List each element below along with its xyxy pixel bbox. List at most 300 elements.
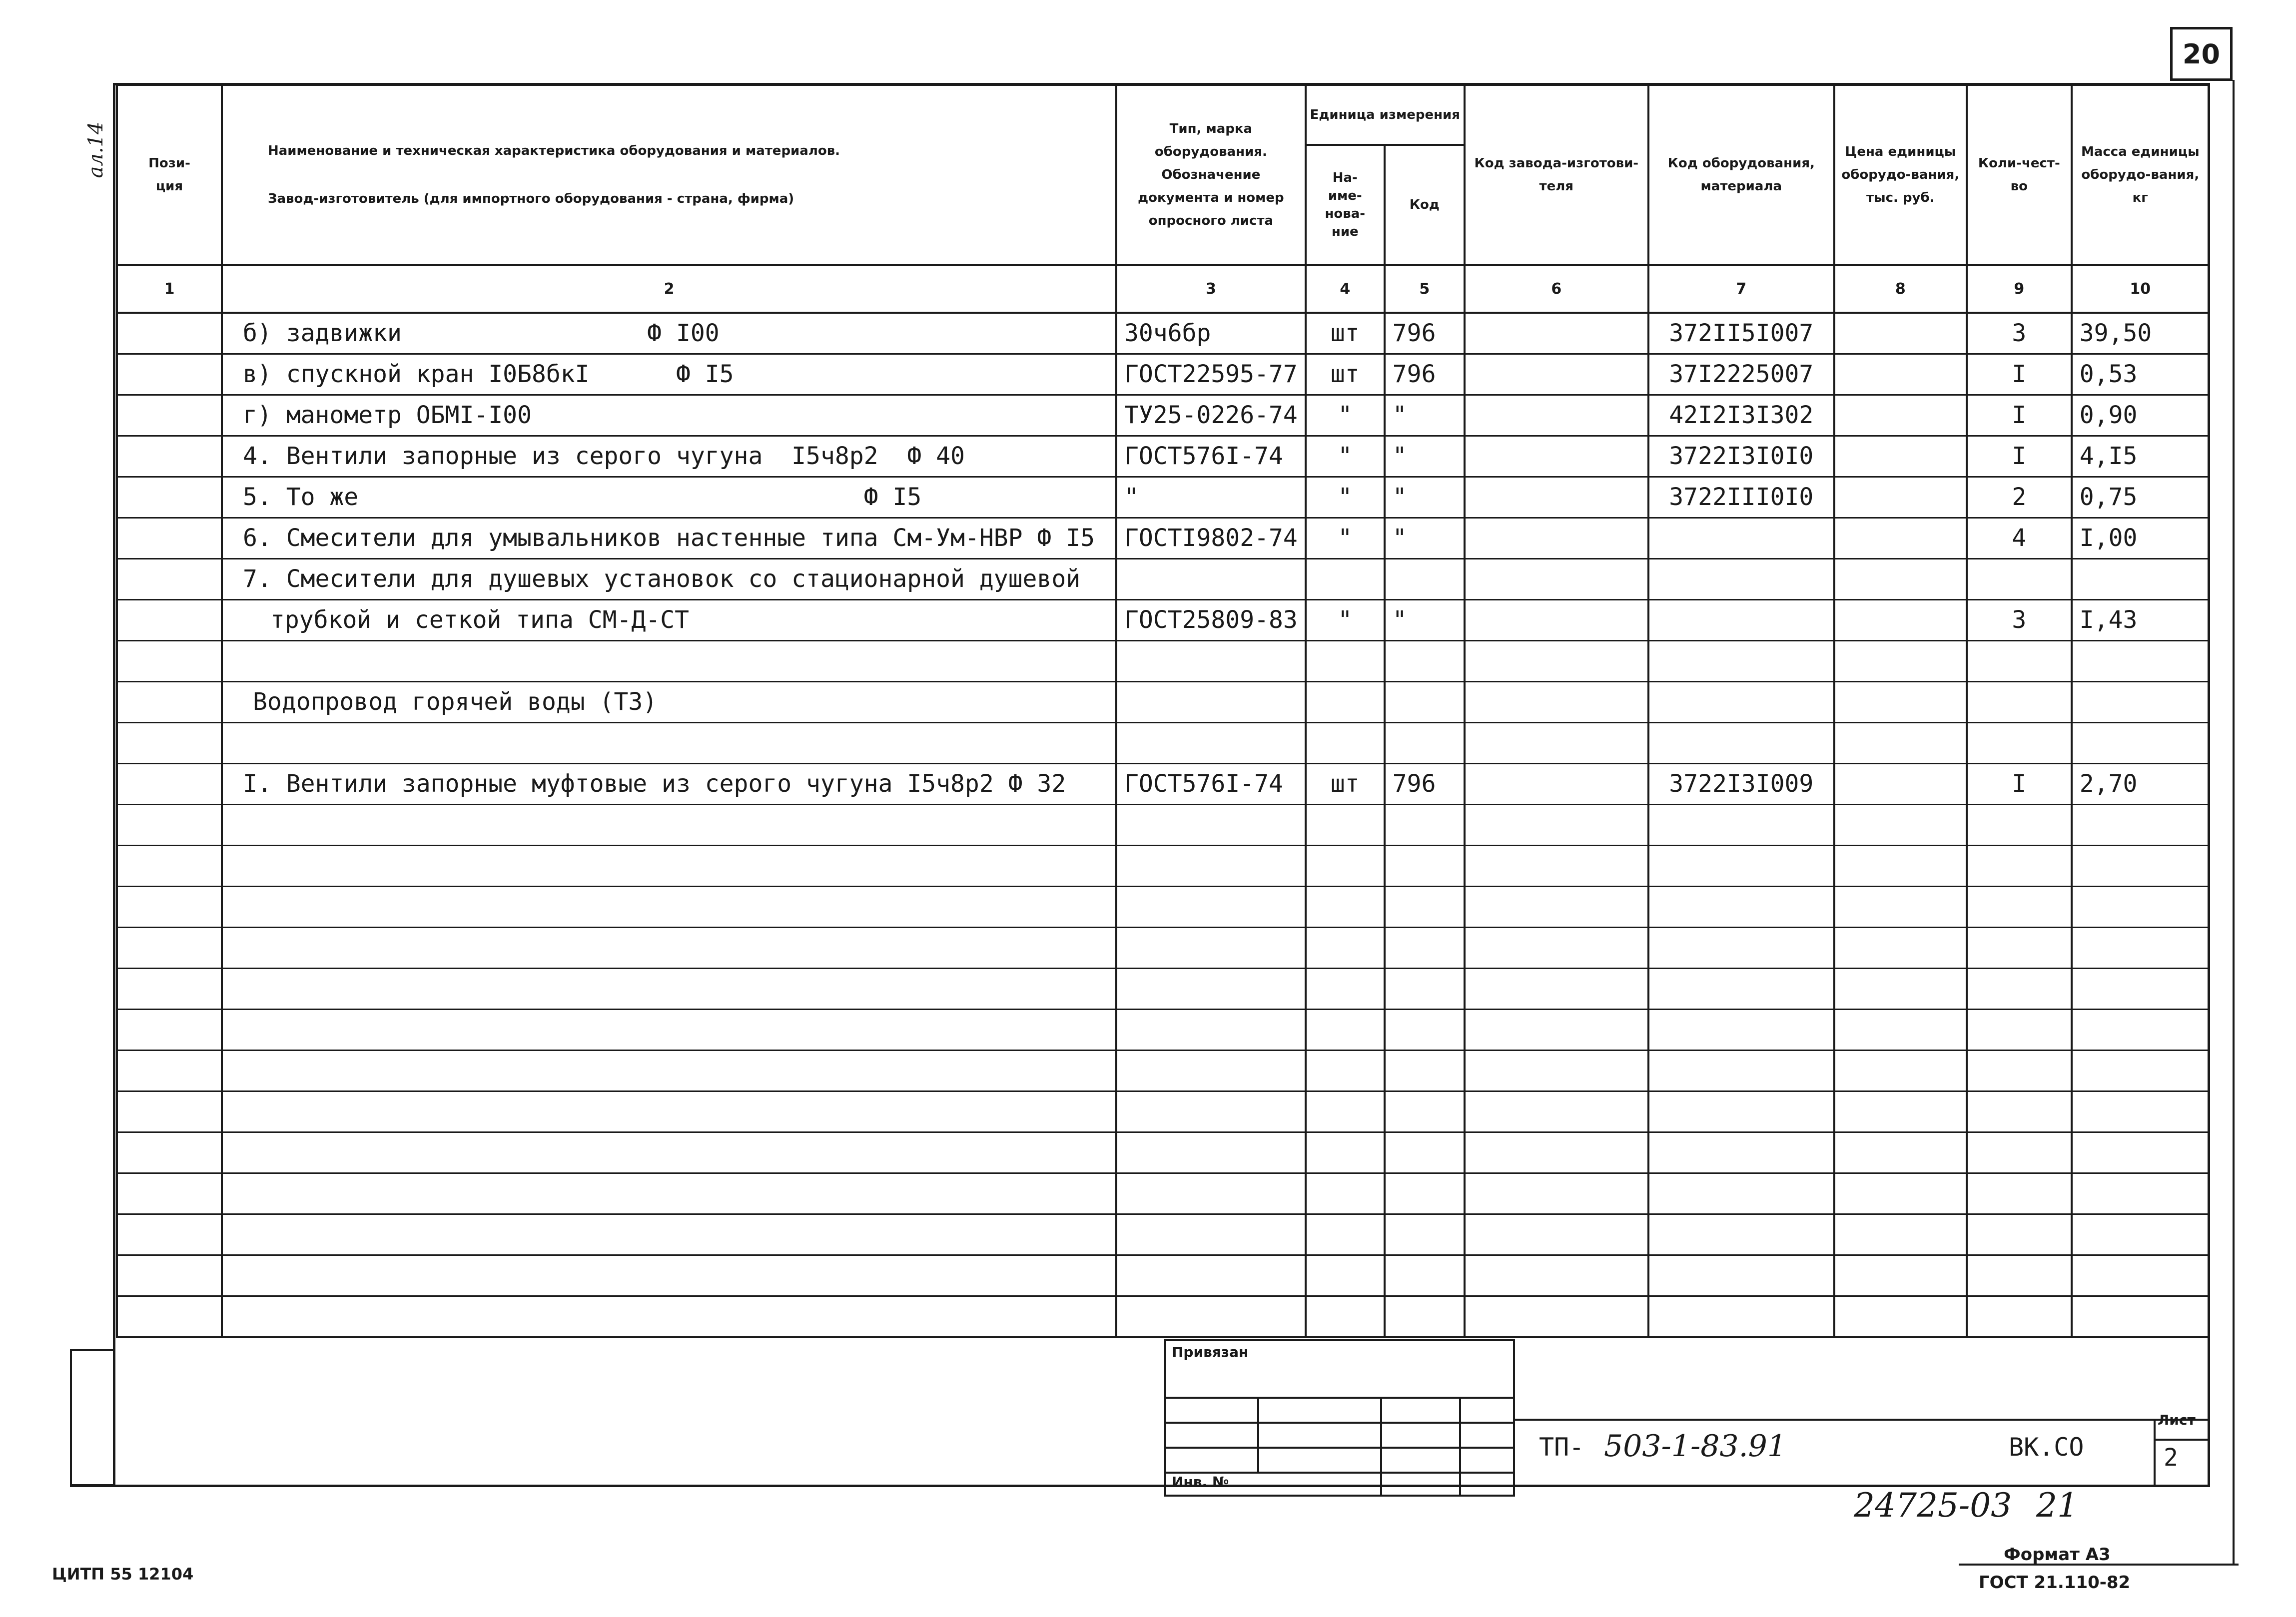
cell-price bbox=[1834, 886, 1967, 927]
cell-quantity bbox=[1967, 681, 2072, 722]
cell-mass: I,00 bbox=[2072, 518, 2209, 558]
cell-position bbox=[117, 640, 222, 681]
table-row bbox=[117, 354, 2209, 395]
cell-price bbox=[1834, 1296, 1967, 1337]
cell-price bbox=[1834, 1173, 1967, 1214]
cell-unit-code bbox=[1385, 968, 1465, 1009]
cell-name bbox=[222, 927, 1116, 968]
cell-price bbox=[1834, 313, 1967, 354]
cell-quantity bbox=[1967, 804, 2072, 845]
cell-quantity bbox=[1967, 1173, 2072, 1214]
cell-quantity bbox=[1967, 968, 2072, 1009]
gost-label: ГОСТ 21.110-82 bbox=[1979, 1573, 2131, 1593]
cell-factory-code bbox=[1465, 395, 1648, 436]
cell-quantity: 2 bbox=[1967, 477, 2072, 518]
cell-type: ТУ25-0226-74 bbox=[1116, 395, 1306, 436]
cell-type bbox=[1116, 886, 1306, 927]
cell-unit-code bbox=[1385, 681, 1465, 722]
cell-price bbox=[1834, 1009, 1967, 1050]
cell-price bbox=[1834, 763, 1967, 804]
cell-unit bbox=[1306, 1132, 1385, 1173]
cell-unit-code: " bbox=[1385, 395, 1465, 436]
column-number: 10 bbox=[2072, 265, 2209, 313]
cell-mass: 4,I5 bbox=[2072, 436, 2209, 477]
cell-price bbox=[1834, 518, 1967, 558]
cell-unit-code bbox=[1385, 1173, 1465, 1214]
cell-mass bbox=[2072, 968, 2209, 1009]
cell-type bbox=[1116, 927, 1306, 968]
cell-type bbox=[1116, 804, 1306, 845]
cell-position bbox=[117, 518, 222, 558]
cell-item-code: 37I2225007 bbox=[1648, 354, 1834, 395]
cell-position bbox=[117, 1214, 222, 1255]
cell-quantity bbox=[1967, 558, 2072, 599]
frame-line-left bbox=[113, 83, 115, 1487]
table-body bbox=[117, 313, 2209, 1337]
cell-price bbox=[1834, 1050, 1967, 1091]
cell-name bbox=[222, 640, 1116, 681]
cell-unit-code bbox=[1385, 1009, 1465, 1050]
cell-unit-code bbox=[1385, 640, 1465, 681]
cell-unit-code: " bbox=[1385, 436, 1465, 477]
cell-mass bbox=[2072, 1255, 2209, 1296]
table-row bbox=[117, 681, 2209, 722]
cell-price bbox=[1834, 1255, 1967, 1296]
cell-quantity bbox=[1967, 1091, 2072, 1132]
cell-unit-code bbox=[1385, 1214, 1465, 1255]
cell-factory-code bbox=[1465, 804, 1648, 845]
table-row bbox=[117, 1050, 2209, 1091]
cell-type: " bbox=[1116, 477, 1306, 518]
cell-mass bbox=[2072, 886, 2209, 927]
cell-name bbox=[222, 1009, 1116, 1050]
cell-item-code bbox=[1648, 1214, 1834, 1255]
cell-unit-code bbox=[1385, 927, 1465, 968]
table-row bbox=[117, 1091, 2209, 1132]
header-factory-code: Код завода-изготови-теля bbox=[1465, 85, 1648, 265]
cell-price bbox=[1834, 558, 1967, 599]
cell-price bbox=[1834, 395, 1967, 436]
cell-quantity: 3 bbox=[1967, 313, 2072, 354]
cell-item-code bbox=[1648, 722, 1834, 763]
cell-name bbox=[222, 722, 1116, 763]
cell-position bbox=[117, 313, 222, 354]
cell-position bbox=[117, 845, 222, 886]
cell-unit-code bbox=[1385, 1296, 1465, 1337]
cell-factory-code bbox=[1465, 313, 1648, 354]
table-row bbox=[117, 1214, 2209, 1255]
cell-unit bbox=[1306, 1050, 1385, 1091]
cell-item-code bbox=[1648, 558, 1834, 599]
cell-quantity bbox=[1967, 886, 2072, 927]
cell-item-code bbox=[1648, 1255, 1834, 1296]
cell-name bbox=[222, 1296, 1116, 1337]
cell-unit: " bbox=[1306, 518, 1385, 558]
cell-unit bbox=[1306, 927, 1385, 968]
column-number: 5 bbox=[1385, 265, 1465, 313]
cell-position bbox=[117, 436, 222, 477]
cell-quantity bbox=[1967, 1214, 2072, 1255]
cell-name: 4. Вентили запорные из серого чугуна I5ч8р2 Ф 40 bbox=[222, 436, 1116, 477]
cell-price bbox=[1834, 1214, 1967, 1255]
cell-factory-code bbox=[1465, 1091, 1648, 1132]
cell-unit bbox=[1306, 722, 1385, 763]
cell-factory-code bbox=[1465, 558, 1648, 599]
cell-item-code bbox=[1648, 681, 1834, 722]
header-unit: Единица измерения bbox=[1306, 85, 1465, 145]
cell-position bbox=[117, 1296, 222, 1337]
cell-factory-code bbox=[1465, 681, 1648, 722]
cell-unit: " bbox=[1306, 477, 1385, 518]
cell-name: Водопровод горячей воды (Т3) bbox=[222, 681, 1116, 722]
cell-name bbox=[222, 968, 1116, 1009]
table-row bbox=[117, 1009, 2209, 1050]
cell-price bbox=[1834, 927, 1967, 968]
cell-factory-code bbox=[1465, 927, 1648, 968]
stamp-grid-line bbox=[1164, 1447, 1515, 1449]
cell-quantity bbox=[1967, 1255, 2072, 1296]
header-unit-name: На- име- нова- ние bbox=[1306, 145, 1385, 265]
column-number: 2 bbox=[222, 265, 1116, 313]
cell-quantity bbox=[1967, 927, 2072, 968]
cell-position bbox=[117, 763, 222, 804]
stamp-attached-label: Привязан bbox=[1172, 1344, 1249, 1360]
binding-strip bbox=[70, 1349, 115, 1486]
cell-item-code: 3722I3I0I0 bbox=[1648, 436, 1834, 477]
cell-unit-code: 796 bbox=[1385, 354, 1465, 395]
cell-item-code bbox=[1648, 1173, 1834, 1214]
cell-factory-code bbox=[1465, 518, 1648, 558]
stamp-grid-vline bbox=[1257, 1397, 1259, 1472]
cell-item-code bbox=[1648, 886, 1834, 927]
header-mass: Масса единицы оборудо-вания, кг bbox=[2072, 85, 2209, 265]
cell-price bbox=[1834, 599, 1967, 640]
cell-position bbox=[117, 477, 222, 518]
cell-unit bbox=[1306, 1009, 1385, 1050]
cell-mass bbox=[2072, 845, 2209, 886]
cell-name bbox=[222, 886, 1116, 927]
column-number: 7 bbox=[1648, 265, 1834, 313]
cell-factory-code bbox=[1465, 436, 1648, 477]
table-row bbox=[117, 1173, 2209, 1214]
cell-unit-code: 796 bbox=[1385, 313, 1465, 354]
cell-factory-code bbox=[1465, 1214, 1648, 1255]
table-row bbox=[117, 1132, 2209, 1173]
cell-item-code bbox=[1648, 804, 1834, 845]
stamp-grid-line bbox=[1164, 1422, 1515, 1424]
cell-price bbox=[1834, 681, 1967, 722]
cell-mass: I,43 bbox=[2072, 599, 2209, 640]
cell-unit-code bbox=[1385, 558, 1465, 599]
sheet-number: 2 bbox=[2164, 1444, 2178, 1472]
cell-factory-code bbox=[1465, 886, 1648, 927]
cell-mass: 0,75 bbox=[2072, 477, 2209, 518]
cell-unit-code bbox=[1385, 1255, 1465, 1296]
cell-price bbox=[1834, 1132, 1967, 1173]
cell-item-code bbox=[1648, 640, 1834, 681]
cell-type bbox=[1116, 558, 1306, 599]
cell-unit-code: " bbox=[1385, 518, 1465, 558]
cell-type bbox=[1116, 1296, 1306, 1337]
cell-position bbox=[117, 886, 222, 927]
cell-price bbox=[1834, 804, 1967, 845]
cell-item-code bbox=[1648, 845, 1834, 886]
cell-factory-code bbox=[1465, 1009, 1648, 1050]
column-number: 1 bbox=[117, 265, 222, 313]
table-row bbox=[117, 927, 2209, 968]
cell-price bbox=[1834, 845, 1967, 886]
cell-name: 5. То же Ф I5 bbox=[222, 477, 1116, 518]
cell-factory-code bbox=[1465, 1296, 1648, 1337]
cell-type: ГОСТ22595-77 bbox=[1116, 354, 1306, 395]
outer-right-line bbox=[2233, 80, 2235, 1564]
cell-price bbox=[1834, 1091, 1967, 1132]
cell-unit: " bbox=[1306, 599, 1385, 640]
table-row bbox=[117, 722, 2209, 763]
table-row bbox=[117, 886, 2209, 927]
header-type: Тип, марка оборудования. Обозначение документа и номер опросного листа bbox=[1116, 85, 1306, 265]
cell-unit-code bbox=[1385, 722, 1465, 763]
header-price: Цена единицы оборудо-вания, тыс. руб. bbox=[1834, 85, 1967, 265]
cell-quantity: 4 bbox=[1967, 518, 2072, 558]
cell-mass: 0,53 bbox=[2072, 354, 2209, 395]
cell-type bbox=[1116, 1214, 1306, 1255]
cell-name: г) манометр ОБМI-I00 bbox=[222, 395, 1116, 436]
cell-name bbox=[222, 804, 1116, 845]
cell-unit bbox=[1306, 681, 1385, 722]
cell-unit-code bbox=[1385, 1091, 1465, 1132]
table-row bbox=[117, 804, 2209, 845]
cell-mass: 39,50 bbox=[2072, 313, 2209, 354]
cell-quantity: I bbox=[1967, 395, 2072, 436]
table-row bbox=[117, 640, 2209, 681]
cell-unit: шт bbox=[1306, 313, 1385, 354]
cell-mass bbox=[2072, 1296, 2209, 1337]
cell-unit bbox=[1306, 1091, 1385, 1132]
cell-name bbox=[222, 845, 1116, 886]
table-row bbox=[117, 599, 2209, 640]
cell-quantity bbox=[1967, 845, 2072, 886]
cell-price bbox=[1834, 722, 1967, 763]
cell-factory-code bbox=[1465, 722, 1648, 763]
table-row bbox=[117, 1296, 2209, 1337]
table-row bbox=[117, 395, 2209, 436]
cell-quantity: I bbox=[1967, 763, 2072, 804]
column-number: 3 bbox=[1116, 265, 1306, 313]
cell-position bbox=[117, 1255, 222, 1296]
cell-type bbox=[1116, 1050, 1306, 1091]
cell-unit bbox=[1306, 1296, 1385, 1337]
cell-unit bbox=[1306, 804, 1385, 845]
cell-quantity bbox=[1967, 1050, 2072, 1091]
cell-factory-code bbox=[1465, 354, 1648, 395]
column-number: 4 bbox=[1306, 265, 1385, 313]
header-position: Пози- ция bbox=[117, 85, 222, 265]
header-unit-code: Код bbox=[1385, 145, 1465, 265]
cell-unit-code bbox=[1385, 804, 1465, 845]
cell-mass bbox=[2072, 640, 2209, 681]
table-row bbox=[117, 477, 2209, 518]
cell-quantity bbox=[1967, 1132, 2072, 1173]
document-mark: ВК.СО bbox=[2009, 1433, 2084, 1462]
cell-type: ГОСТI9802-74 bbox=[1116, 518, 1306, 558]
column-number: 9 bbox=[1967, 265, 2072, 313]
cell-quantity bbox=[1967, 1296, 2072, 1337]
cell-price bbox=[1834, 354, 1967, 395]
cell-item-code bbox=[1648, 1009, 1834, 1050]
cell-unit bbox=[1306, 886, 1385, 927]
cell-item-code bbox=[1648, 1050, 1834, 1091]
cell-quantity bbox=[1967, 1009, 2072, 1050]
cell-name bbox=[222, 1173, 1116, 1214]
margin-note: ал.14 bbox=[84, 121, 107, 178]
cell-position bbox=[117, 1009, 222, 1050]
cell-item-code: 3722I3I009 bbox=[1648, 763, 1834, 804]
cell-unit bbox=[1306, 558, 1385, 599]
organization-code: ЦИТП 55 12104 bbox=[52, 1565, 194, 1584]
cell-type bbox=[1116, 1091, 1306, 1132]
table-row bbox=[117, 313, 2209, 354]
cell-name: 7. Смесители для душевых установок со стационарной душевой bbox=[222, 558, 1116, 599]
cell-mass bbox=[2072, 1214, 2209, 1255]
cell-factory-code bbox=[1465, 845, 1648, 886]
cell-unit-code: " bbox=[1385, 599, 1465, 640]
stamp-grid-vline bbox=[1459, 1397, 1461, 1497]
cell-unit-code bbox=[1385, 845, 1465, 886]
cell-price bbox=[1834, 436, 1967, 477]
cell-price bbox=[1834, 477, 1967, 518]
cell-price bbox=[1834, 968, 1967, 1009]
table-row bbox=[117, 763, 2209, 804]
cell-factory-code bbox=[1465, 763, 1648, 804]
cell-unit bbox=[1306, 968, 1385, 1009]
sheet-label: Лист bbox=[2158, 1412, 2196, 1428]
cell-position bbox=[117, 599, 222, 640]
cell-quantity: I bbox=[1967, 354, 2072, 395]
cell-factory-code bbox=[1465, 968, 1648, 1009]
cell-item-code bbox=[1648, 927, 1834, 968]
format-label: Формат А3 bbox=[2004, 1545, 2111, 1565]
header-name: Наименование и техническая характеристика оборудования и материалов. Завод-изготовитель (для импортного оборудования - страна, фирма) bbox=[222, 85, 1116, 265]
cell-type: ГОСТ576I-74 bbox=[1116, 436, 1306, 477]
cell-quantity: I bbox=[1967, 436, 2072, 477]
column-number-row bbox=[117, 265, 2209, 313]
sheet-box bbox=[2154, 1419, 2210, 1486]
cell-type bbox=[1116, 640, 1306, 681]
cell-unit bbox=[1306, 1173, 1385, 1214]
cell-type: ГОСТ576I-74 bbox=[1116, 763, 1306, 804]
cell-position bbox=[117, 927, 222, 968]
cell-unit: " bbox=[1306, 395, 1385, 436]
cell-item-code bbox=[1648, 968, 1834, 1009]
cell-item-code bbox=[1648, 1296, 1834, 1337]
inventory-number: 24725-03 bbox=[1854, 1486, 2012, 1525]
cell-item-code bbox=[1648, 518, 1834, 558]
cell-position bbox=[117, 722, 222, 763]
cell-factory-code bbox=[1465, 1255, 1648, 1296]
sheet-box-divider bbox=[2154, 1439, 2210, 1441]
cell-mass bbox=[2072, 1050, 2209, 1091]
column-number: 8 bbox=[1834, 265, 1967, 313]
cell-unit: шт bbox=[1306, 763, 1385, 804]
cell-mass bbox=[2072, 1091, 2209, 1132]
cell-type bbox=[1116, 845, 1306, 886]
table-row bbox=[117, 436, 2209, 477]
cell-type bbox=[1116, 681, 1306, 722]
cell-mass bbox=[2072, 681, 2209, 722]
cell-mass bbox=[2072, 1173, 2209, 1214]
cell-name bbox=[222, 1214, 1116, 1255]
cell-position bbox=[117, 354, 222, 395]
table-row bbox=[117, 968, 2209, 1009]
cell-mass: 0,90 bbox=[2072, 395, 2209, 436]
cell-item-code bbox=[1648, 599, 1834, 640]
cell-name bbox=[222, 1050, 1116, 1091]
cell-name: трубкой и сеткой типа СМ-Д-СТ bbox=[222, 599, 1116, 640]
cell-mass bbox=[2072, 558, 2209, 599]
cell-unit bbox=[1306, 640, 1385, 681]
cell-position bbox=[117, 395, 222, 436]
cell-name: 6. Смесители для умывальников настенные типа См-Ум-НВР Ф I5 bbox=[222, 518, 1116, 558]
table-row bbox=[117, 845, 2209, 886]
cell-item-code bbox=[1648, 1091, 1834, 1132]
cell-type bbox=[1116, 722, 1306, 763]
cell-position bbox=[117, 1173, 222, 1214]
cell-unit: " bbox=[1306, 436, 1385, 477]
cell-factory-code bbox=[1465, 1132, 1648, 1173]
table-row bbox=[117, 1255, 2209, 1296]
cell-quantity bbox=[1967, 640, 2072, 681]
cell-type: ГОСТ25809-83 bbox=[1116, 599, 1306, 640]
stamp-grid-vline bbox=[1380, 1397, 1382, 1497]
document-prefix: ТП- bbox=[1539, 1433, 1584, 1462]
cell-mass bbox=[2072, 927, 2209, 968]
cell-name: в) спускной кран I0Б8бкI Ф I5 bbox=[222, 354, 1116, 395]
cell-factory-code bbox=[1465, 1050, 1648, 1091]
cell-unit-code: " bbox=[1385, 477, 1465, 518]
cell-mass bbox=[2072, 1132, 2209, 1173]
cell-unit: шт bbox=[1306, 354, 1385, 395]
cell-factory-code bbox=[1465, 477, 1648, 518]
cell-type bbox=[1116, 968, 1306, 1009]
cell-price bbox=[1834, 640, 1967, 681]
cell-type bbox=[1116, 1132, 1306, 1173]
cell-quantity: 3 bbox=[1967, 599, 2072, 640]
stamp-inv-label: Инв. № bbox=[1172, 1474, 1229, 1490]
cell-factory-code bbox=[1465, 1173, 1648, 1214]
cell-position bbox=[117, 804, 222, 845]
cell-unit-code bbox=[1385, 886, 1465, 927]
cell-unit bbox=[1306, 1255, 1385, 1296]
cell-name bbox=[222, 1255, 1116, 1296]
cell-mass bbox=[2072, 1009, 2209, 1050]
cell-name: I. Вентили запорные муфтовые из серого чугуна I5ч8р2 Ф 32 bbox=[222, 763, 1116, 804]
cell-factory-code bbox=[1465, 640, 1648, 681]
header-row bbox=[117, 85, 2209, 145]
table-row bbox=[117, 558, 2209, 599]
cell-item-code: 42I2I3I302 bbox=[1648, 395, 1834, 436]
cell-unit-code: 796 bbox=[1385, 763, 1465, 804]
cell-unit bbox=[1306, 1214, 1385, 1255]
cell-item-code bbox=[1648, 1132, 1834, 1173]
document-number: 503-1-83.91 bbox=[1604, 1429, 1787, 1464]
cell-unit-code bbox=[1385, 1050, 1465, 1091]
cell-quantity bbox=[1967, 722, 2072, 763]
cell-type bbox=[1116, 1173, 1306, 1214]
cell-position bbox=[117, 1132, 222, 1173]
cell-name bbox=[222, 1091, 1116, 1132]
cell-position bbox=[117, 681, 222, 722]
